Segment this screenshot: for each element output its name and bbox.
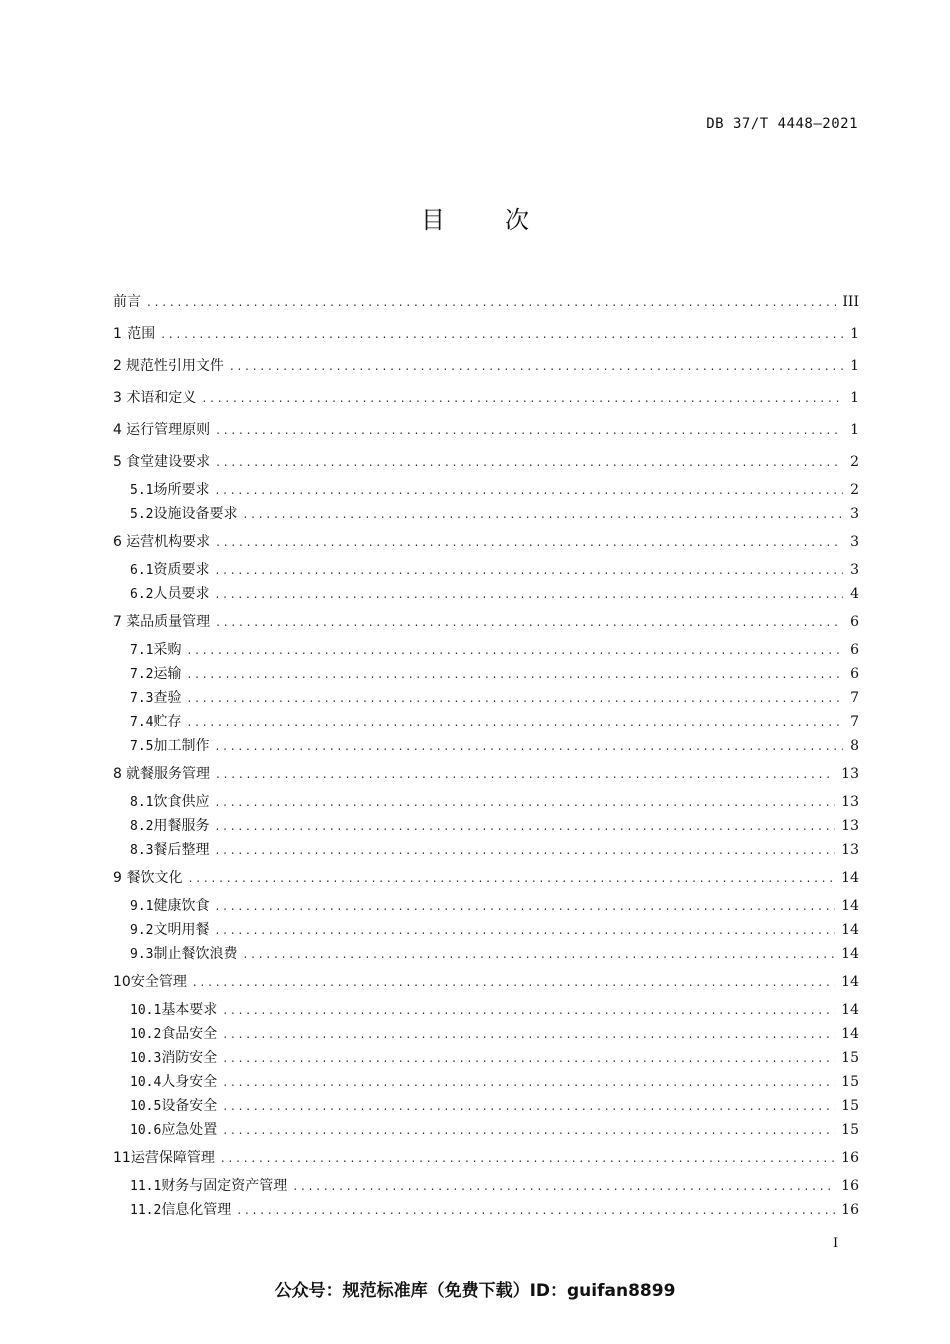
toc-entry-number: 10.5 — [130, 1099, 162, 1114]
toc-dot-leader — [215, 790, 835, 814]
toc-title-char-2: 次 — [505, 206, 529, 234]
toc-entry-label: 人员要求 — [153, 586, 210, 602]
toc-entry-page: 7 — [850, 714, 859, 730]
toc-entry[interactable] — [113, 918, 859, 942]
toc-entry-page: 4 — [850, 586, 859, 602]
toc-entry-label: 范围 — [127, 326, 156, 342]
toc-entry[interactable] — [113, 1118, 859, 1142]
toc-entry-page: 14 — [841, 946, 859, 962]
toc-entry-number: 3 — [113, 390, 122, 406]
toc-entry-page: 14 — [841, 898, 859, 914]
page-number: I — [833, 1236, 839, 1251]
toc-entry-page: 15 — [841, 1122, 859, 1138]
toc-dot-leader — [215, 838, 835, 862]
toc-entry-number: 8 — [113, 766, 122, 782]
toc-entry-number: 10.6 — [130, 1123, 162, 1138]
toc-entry-label: 资质要求 — [153, 562, 210, 578]
toc-entry[interactable] — [113, 1094, 859, 1118]
toc-entry-page: 15 — [841, 1098, 859, 1114]
toc-entry-number: 5.2 — [130, 507, 154, 522]
toc-dot-leader — [187, 686, 843, 710]
toc-entry-page: 15 — [841, 1050, 859, 1066]
toc-entry-label: 饮食供应 — [153, 794, 210, 810]
toc-entry-label: 用餐服务 — [153, 818, 210, 834]
toc-entry[interactable] — [113, 582, 859, 606]
toc-entry[interactable] — [113, 286, 859, 318]
toc-dot-leader — [187, 710, 843, 734]
toc-dot-leader — [216, 414, 843, 446]
toc-entry-page: 13 — [841, 818, 859, 834]
toc-entry-number: 8.1 — [130, 795, 154, 810]
toc-dot-leader — [215, 582, 843, 606]
table-of-contents — [113, 286, 859, 1222]
toc-entry[interactable] — [113, 894, 859, 918]
toc-entry-label: 采购 — [153, 642, 182, 658]
toc-entry[interactable] — [113, 710, 859, 734]
toc-dot-leader — [237, 1198, 835, 1222]
toc-entry-label: 制止餐饮浪费 — [153, 946, 238, 962]
toc-entry[interactable] — [113, 446, 859, 478]
toc-entry-number: 5 — [113, 454, 122, 470]
toc-entry-label: 应急处置 — [161, 1122, 218, 1138]
toc-entry-label: 设施设备要求 — [153, 506, 238, 522]
toc-entry-number: 11.1 — [130, 1179, 162, 1194]
toc-entry-number: 7.4 — [130, 715, 154, 730]
toc-entry-number: 10.3 — [130, 1051, 162, 1066]
toc-dot-leader — [293, 1174, 835, 1198]
toc-entry-label: 就餐服务管理 — [125, 766, 210, 782]
toc-entry-label: 消防安全 — [161, 1050, 218, 1066]
toc-dot-leader — [223, 1046, 835, 1070]
toc-entry-number: 9.1 — [130, 899, 154, 914]
toc-entry[interactable] — [113, 1142, 859, 1174]
toc-dot-leader — [215, 734, 843, 758]
toc-entry-page: 16 — [841, 1178, 859, 1194]
toc-entry-label: 菜品质量管理 — [126, 614, 211, 630]
toc-entry-label: 食品安全 — [161, 1026, 218, 1042]
toc-entry-number: 7.5 — [130, 739, 154, 754]
toc-entry-page: 2 — [850, 482, 859, 498]
toc-entry-number: 7.2 — [130, 667, 154, 682]
toc-dot-leader — [215, 918, 835, 942]
toc-entry-label: 贮存 — [153, 714, 182, 730]
toc-entry[interactable] — [113, 1046, 859, 1070]
toc-entry-number: 9.3 — [130, 947, 154, 962]
toc-entry-label: 信息化管理 — [161, 1202, 232, 1218]
toc-entry-page: 13 — [841, 766, 859, 782]
toc-entry-page: 8 — [850, 738, 859, 754]
toc-entry-page: 3 — [850, 534, 859, 550]
toc-entry[interactable] — [113, 478, 859, 502]
toc-entry-page: 1 — [850, 422, 859, 438]
toc-entry-page: 1 — [850, 326, 859, 342]
toc-entry-page: 3 — [850, 562, 859, 578]
toc-dot-leader — [216, 526, 843, 558]
toc-entry[interactable] — [113, 318, 859, 350]
toc-entry-page: 6 — [850, 642, 859, 658]
toc-entry[interactable] — [113, 350, 859, 382]
toc-dot-leader — [216, 606, 843, 638]
toc-dot-leader — [221, 1142, 835, 1174]
toc-dot-leader — [243, 502, 843, 526]
toc-entry[interactable] — [113, 414, 859, 446]
toc-entry[interactable] — [113, 606, 859, 638]
toc-dot-leader — [243, 942, 835, 966]
toc-dot-leader — [189, 862, 836, 894]
toc-entry[interactable] — [113, 838, 859, 862]
toc-entry-page: 14 — [841, 974, 859, 990]
toc-entry-number: 10.2 — [130, 1027, 162, 1042]
toc-entry[interactable] — [113, 686, 859, 710]
toc-entry[interactable] — [113, 862, 859, 894]
toc-entry-number: 6 — [113, 534, 122, 550]
toc-dot-leader — [215, 478, 843, 502]
toc-entry-number: 6.2 — [130, 587, 154, 602]
toc-entry-label: 运输 — [153, 666, 182, 682]
toc-dot-leader — [223, 1118, 835, 1142]
toc-entry[interactable] — [113, 1198, 859, 1222]
toc-entry-page: 6 — [850, 666, 859, 682]
toc-dot-leader — [223, 1070, 835, 1094]
toc-entry-number: 8.2 — [130, 819, 154, 834]
toc-entry-label: 运营保障管理 — [130, 1150, 215, 1166]
toc-entry-label: 运行管理原则 — [126, 422, 211, 438]
toc-entry[interactable] — [113, 1022, 859, 1046]
toc-entry[interactable] — [113, 758, 859, 790]
toc-entry-number: 7.1 — [130, 643, 154, 658]
toc-entry[interactable] — [113, 966, 859, 998]
toc-dot-leader — [230, 350, 843, 382]
toc-entry-page: 14 — [841, 1026, 859, 1042]
toc-entry-number: 2 — [113, 358, 122, 374]
toc-dot-leader — [161, 318, 843, 350]
toc-dot-leader — [202, 382, 843, 414]
toc-entry-page: 6 — [850, 614, 859, 630]
toc-entry-number: 9.2 — [130, 923, 154, 938]
toc-entry-label: 安全管理 — [130, 974, 187, 990]
document-code: DB 37/T 4448—2021 — [706, 116, 858, 132]
toc-dot-leader — [223, 998, 835, 1022]
toc-entry[interactable] — [113, 662, 859, 686]
toc-entry-number: 7.3 — [130, 691, 154, 706]
toc-entry-label: 查验 — [153, 690, 182, 706]
toc-entry[interactable] — [113, 1174, 859, 1198]
toc-entry-number: 10.4 — [130, 1075, 162, 1090]
toc-entry-label: 财务与固定资产管理 — [161, 1178, 288, 1194]
toc-entry[interactable] — [113, 558, 859, 582]
toc-entry-page: 1 — [850, 358, 859, 374]
toc-entry-page: 2 — [850, 454, 859, 470]
toc-dot-leader — [215, 814, 835, 838]
toc-entry-page: 13 — [841, 842, 859, 858]
toc-entry-label: 场所要求 — [153, 482, 210, 498]
toc-entry-page: 16 — [841, 1150, 859, 1166]
toc-entry[interactable] — [113, 734, 859, 758]
toc-entry-page: 3 — [850, 506, 859, 522]
toc-entry-page: 16 — [841, 1202, 859, 1218]
toc-entry-page: 7 — [850, 690, 859, 706]
toc-entry-page: 1 — [850, 390, 859, 406]
toc-entry-number: 9 — [113, 870, 122, 886]
toc-dot-leader — [187, 662, 843, 686]
toc-entry-label: 餐后整理 — [153, 842, 210, 858]
toc-dot-leader — [216, 446, 843, 478]
toc-entry-label: 加工制作 — [153, 738, 210, 754]
toc-entry-label: 设备安全 — [161, 1098, 218, 1114]
toc-entry[interactable] — [113, 814, 859, 838]
toc-entry-number: 10 — [113, 974, 131, 990]
toc-entry-label: 运营机构要求 — [126, 534, 211, 550]
watermark-text: 公众号：规范标准库（免费下载）ID：guifan8899 — [274, 1281, 676, 1301]
toc-entry-number: 4 — [113, 422, 122, 438]
toc-dot-leader — [147, 286, 836, 318]
toc-entry-page: 13 — [841, 794, 859, 810]
toc-entry-label: 基本要求 — [161, 1002, 218, 1018]
toc-entry[interactable] — [113, 998, 859, 1022]
toc-entry-page: 14 — [841, 870, 859, 886]
toc-dot-leader — [215, 894, 835, 918]
toc-entry-page: 15 — [841, 1074, 859, 1090]
toc-entry-number: 7 — [113, 614, 122, 630]
toc-dot-leader — [187, 638, 843, 662]
toc-dot-leader — [216, 758, 835, 790]
toc-entry-page: III — [842, 294, 859, 310]
toc-entry-page: 14 — [841, 1002, 859, 1018]
toc-entry-label: 术语和定义 — [126, 390, 197, 406]
toc-entry-number: 1 — [113, 326, 122, 342]
toc-dot-leader — [193, 966, 835, 998]
toc-title — [0, 200, 950, 235]
toc-entry-label: 前言 — [113, 294, 141, 310]
toc-dot-leader — [215, 558, 843, 582]
toc-entry-number: 11.2 — [130, 1203, 162, 1218]
toc-entry[interactable] — [113, 638, 859, 662]
toc-entry-number: 5.1 — [130, 483, 154, 498]
toc-entry-label: 规范性引用文件 — [125, 358, 224, 374]
toc-entry-number: 10.1 — [130, 1003, 162, 1018]
toc-entry-label: 食堂建设要求 — [126, 454, 211, 470]
toc-entry-number: 8.3 — [130, 843, 154, 858]
toc-dot-leader — [223, 1094, 835, 1118]
toc-entry-number: 6.1 — [130, 563, 154, 578]
toc-entry-number: 11 — [113, 1150, 131, 1166]
toc-dot-leader — [223, 1022, 835, 1046]
toc-entry-label: 餐饮文化 — [126, 870, 183, 886]
toc-entry-label: 健康饮食 — [153, 898, 210, 914]
toc-entry-page: 14 — [841, 922, 859, 938]
toc-entry-label: 人身安全 — [161, 1074, 218, 1090]
toc-entry[interactable] — [113, 1070, 859, 1094]
toc-entry[interactable] — [113, 526, 859, 558]
toc-entry[interactable] — [113, 790, 859, 814]
toc-entry[interactable] — [113, 382, 859, 414]
toc-entry[interactable] — [113, 942, 859, 966]
toc-title-char-1: 目 — [421, 206, 445, 234]
toc-entry[interactable] — [113, 502, 859, 526]
toc-entry-label: 文明用餐 — [153, 922, 210, 938]
